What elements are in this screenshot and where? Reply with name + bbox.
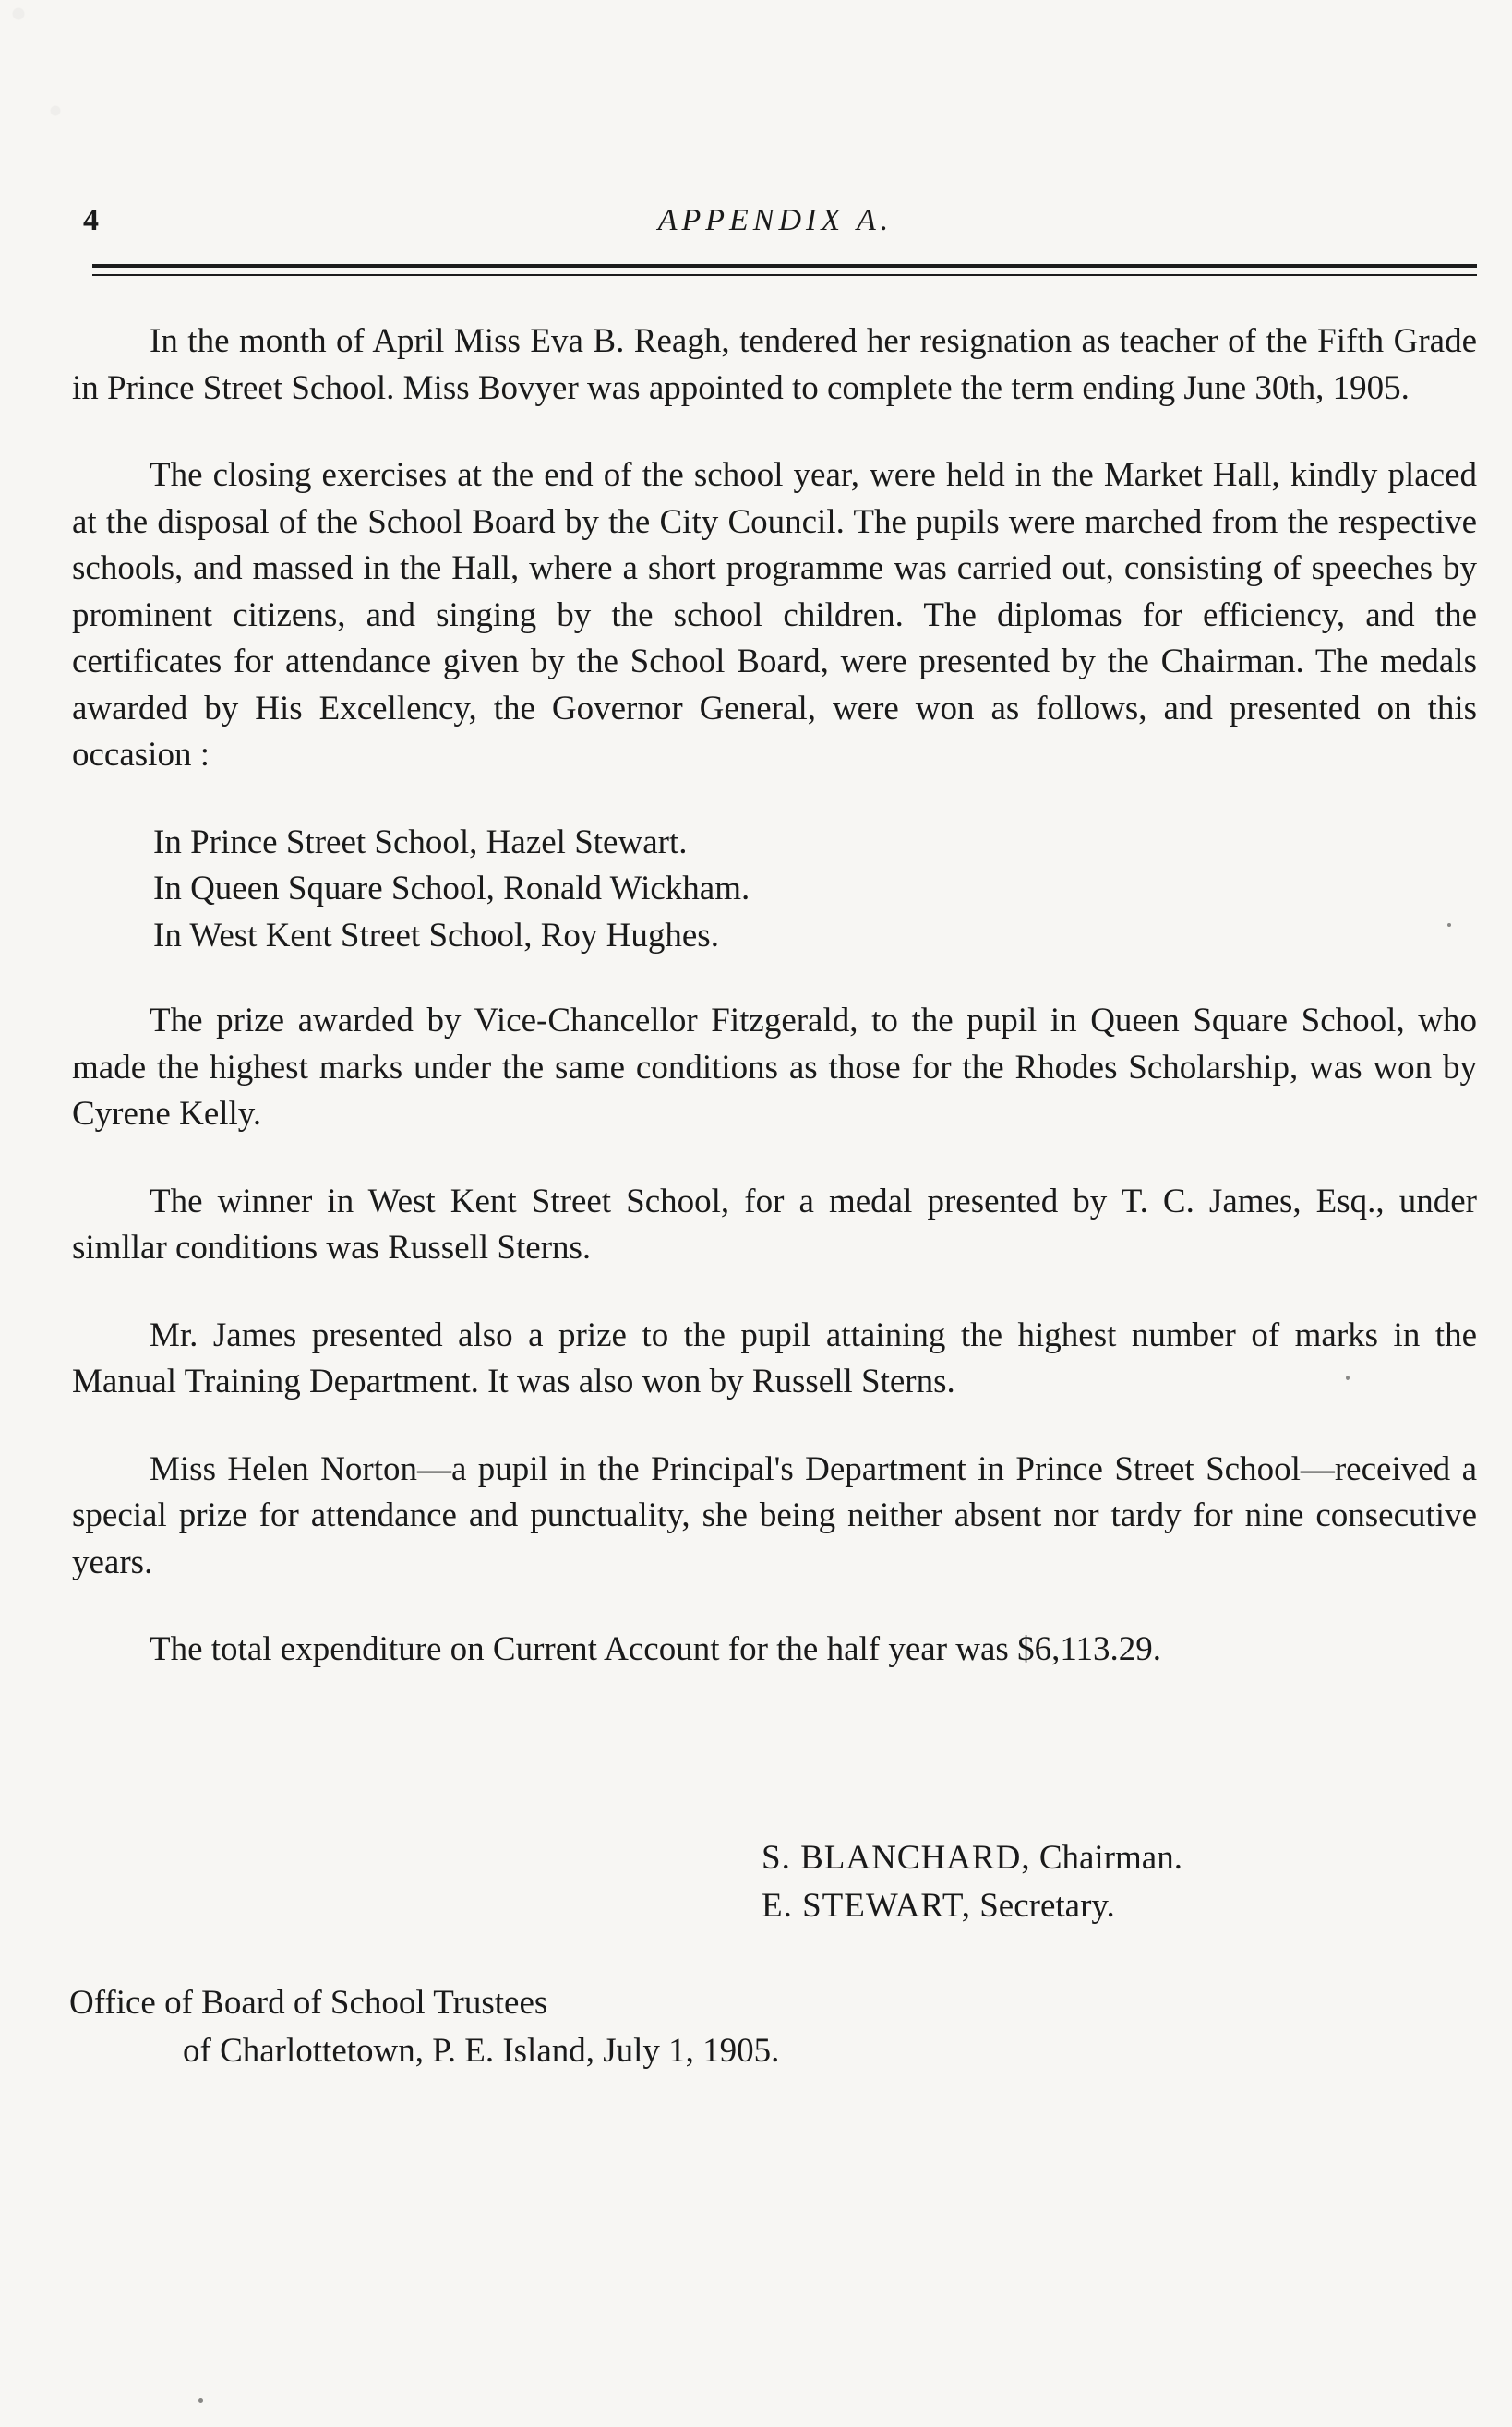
scan-speck xyxy=(198,2398,203,2403)
paragraph-resignation: In the month of April Miss Eva B. Reagh, tendered her resignation as teacher of the Fifth Grade in Prince Street School. Miss Bovyer was appointed to complete the term ending June 30th, 1905. xyxy=(72,322,1477,407)
list-item: In Queen Square School, Ronald Wickham. xyxy=(153,870,750,907)
paragraph-attendance-prize: Miss Helen Norton—a pupil in the Principal's Department in Prince Street School—received a special prize for attendance and punctuality, she being neither absent nor tardy for nine consecutive years. xyxy=(72,1449,1477,1581)
scan-speck xyxy=(1346,1376,1350,1380)
office-address xyxy=(69,1979,1177,2075)
paragraph-west-kent-medal: The winner in West Kent Street School, for a medal presented by T. C. James, Esq., under simllar conditions was Russell Sterns. xyxy=(72,1182,1477,1267)
page-number: 4 xyxy=(83,203,99,237)
medal-winners-list xyxy=(72,820,1477,960)
paragraph-total-expenditure: The total expenditure on Current Account for the half year was $6,113.29. xyxy=(150,1630,1161,1668)
list-item: In Prince Street School, Hazel Stewart. xyxy=(153,823,688,861)
running-head: APPENDIX A. xyxy=(657,203,894,237)
secretary-title: Secretary. xyxy=(979,1887,1115,1925)
chairman-signature xyxy=(762,1834,1408,1882)
secretary-name: E. STEWART, xyxy=(762,1887,971,1925)
office-line-2: of Charlottetown, P. E. Island, July 1, 1905. xyxy=(183,2032,780,2070)
scan-speck xyxy=(1447,923,1451,927)
signature-block xyxy=(762,1834,1408,1930)
paragraph-fitzgerald-prize: The prize awarded by Vice-Chancellor Fitzgerald, to the pupil in Queen Square School, who made the highest marks under the same conditions as those for the Rhodes Scholarship, was won by Cyrene Kelly. xyxy=(72,1002,1477,1133)
office-line-1: Office of Board of School Trustees xyxy=(69,1984,548,2022)
chairman-name: S. BLANCHARD, xyxy=(762,1839,1031,1877)
paragraph-closing-exercises: The closing exercises at the end of the school year, were held in the Market Hall, kindly placed at the disposal of the School Board by the City Council. The pupils were marched from the respective schools, and massed in the Hall, where a short programme was carried out, consisting of speeches by prominent citizens, and singing by the school children. The diplomas for efficiency, and the certificates for attendance given by the School Board, were presented by the Chairman. The medals awarded by His Excellency, the Governor General, were won as follows, and presented on this occasion : xyxy=(72,456,1477,774)
paragraph-manual-training-prize: Mr. James presented also a prize to the pupil attaining the highest number of marks in the Manual Training Department. It was also won by Russell Sterns. xyxy=(72,1316,1477,1400)
header-rule-thick xyxy=(92,264,1477,268)
header-rule-thin xyxy=(92,274,1477,276)
chairman-title: Chairman. xyxy=(1038,1839,1182,1877)
secretary-signature xyxy=(762,1882,1408,1930)
list-item: In West Kent Street School, Roy Hughes. xyxy=(153,916,719,955)
body-text xyxy=(72,318,1477,1714)
page-header xyxy=(78,194,1472,258)
